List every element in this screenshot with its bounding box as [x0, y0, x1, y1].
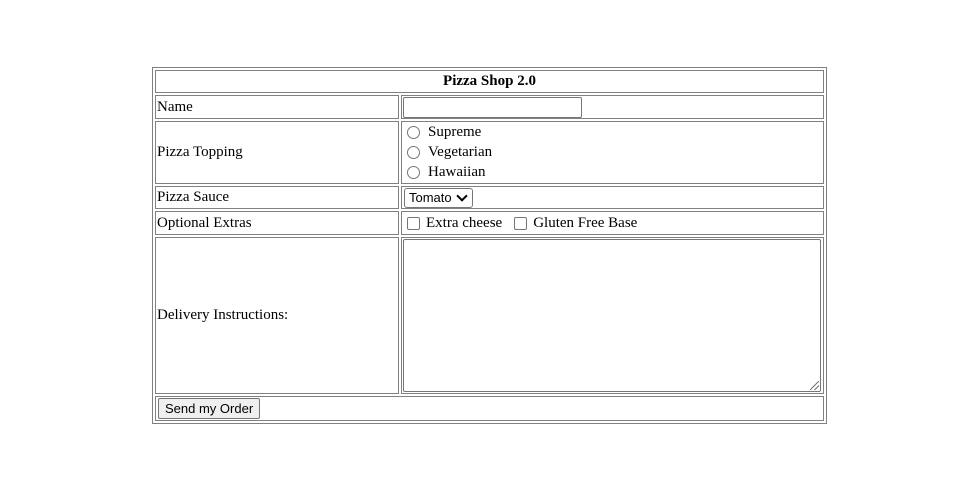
topping-option-vegetarian[interactable] [403, 143, 822, 163]
topping-option-supreme[interactable] [403, 123, 822, 143]
delivery-cell [401, 237, 824, 394]
sauce-label: Pizza Sauce [155, 186, 399, 209]
vegetarian-label: Vegetarian [428, 144, 493, 160]
chevron-down-icon [456, 190, 467, 201]
sauce-select[interactable] [404, 188, 473, 208]
supreme-radio[interactable] [407, 126, 420, 139]
gluten-free-checkbox[interactable] [514, 217, 527, 230]
extra-cheese-checkbox[interactable] [407, 217, 420, 230]
sauce-cell [401, 186, 824, 209]
supreme-label: Supreme [428, 124, 482, 140]
extras-label: Optional Extras [155, 211, 399, 235]
extras-options [401, 211, 824, 235]
delivery-textarea[interactable] [403, 239, 821, 392]
topping-option-hawaiian[interactable] [403, 163, 822, 183]
send-order-button[interactable]: Send my Order [158, 398, 260, 419]
submit-cell [155, 396, 824, 421]
form-title: Pizza Shop 2.0 [155, 70, 824, 93]
extra-cheese-label: Extra cheese [426, 214, 503, 231]
hawaiian-radio[interactable] [407, 166, 420, 179]
resize-grip-icon[interactable] [810, 381, 819, 390]
gluten-free-label: Gluten Free Base [533, 214, 638, 231]
pizza-order-form [152, 67, 827, 424]
name-input[interactable] [403, 97, 582, 118]
vegetarian-radio[interactable] [407, 146, 420, 159]
topping-options [401, 121, 824, 184]
delivery-label: Delivery Instructions: [155, 237, 399, 394]
topping-label: Pizza Topping [155, 121, 399, 184]
hawaiian-label: Hawaiian [428, 164, 486, 180]
sauce-selected-value: Tomato [409, 190, 452, 205]
name-label: Name [155, 95, 399, 119]
name-cell [401, 95, 824, 119]
